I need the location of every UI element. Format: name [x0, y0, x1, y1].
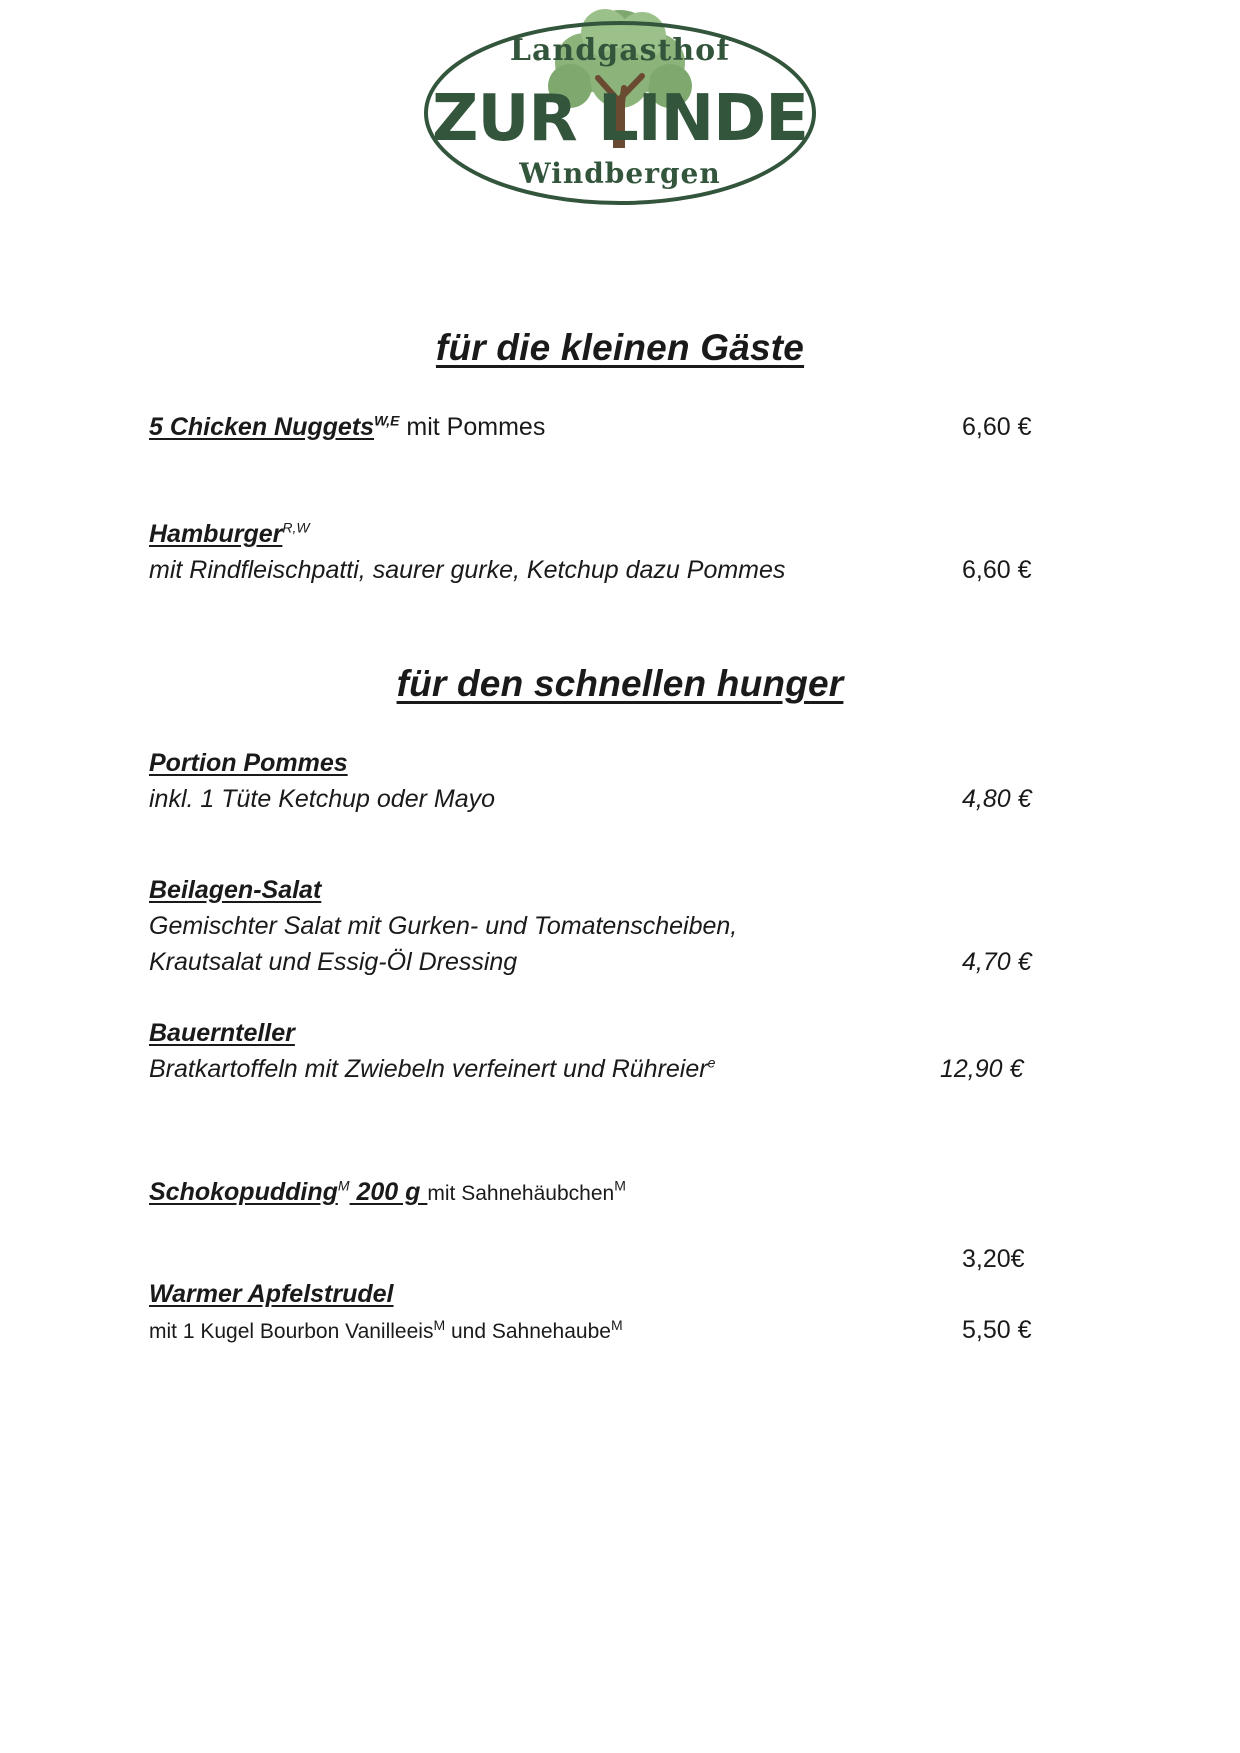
menu-item-hamburger	[149, 519, 310, 549]
item-description: inkl. 1 Tüte Ketchup oder Mayo	[149, 785, 496, 813]
menu-item-schokopudding	[149, 1177, 626, 1209]
allergen-codes: M	[337, 1177, 350, 1194]
item-price: 4,70 €	[962, 948, 1032, 976]
item-name: Hamburger	[149, 520, 283, 548]
item-description-text: mit 1 Kugel Bourbon Vanilleeis	[149, 1320, 434, 1343]
logo-top-text: Landgasthof	[509, 33, 731, 68]
item-name: Schokopudding	[149, 1178, 338, 1206]
menu-item-beilagen-salat	[149, 875, 321, 905]
allergen-codes: M	[433, 1317, 446, 1333]
logo-main-text: ZUR LINDE	[432, 82, 808, 156]
allergen-codes: M	[614, 1177, 626, 1194]
section-title-kids: für die kleinen Gäste	[435, 327, 805, 368]
item-price: 6,60 €	[962, 413, 1032, 441]
item-name: Beilagen-Salat	[149, 876, 322, 904]
item-name: Bauernteller	[149, 1019, 295, 1047]
item-name: 5 Chicken Nuggets	[149, 413, 375, 441]
item-name: Portion Pommes	[149, 749, 348, 777]
allergen-codes: e	[707, 1054, 716, 1071]
menu-item-warmer-apfelstrudel	[149, 1279, 394, 1309]
item-price: 3,20€	[962, 1245, 1025, 1273]
item-description: mit Rindfleischpatti, saurer gurke, Ketchup dazu Pommes	[149, 556, 786, 584]
allergen-codes: W,E	[374, 412, 400, 429]
menu-item-bauernteller	[149, 1018, 295, 1048]
allergen-codes: R,W	[282, 519, 310, 536]
item-portion: 200 g	[349, 1178, 428, 1206]
item-description-line-1: Gemischter Salat mit Gurken- und Tomatenscheiben,	[149, 912, 738, 940]
menu-item-portion-pommes	[149, 748, 348, 778]
item-price: 4,80 €	[962, 785, 1032, 813]
allergen-codes: M	[610, 1317, 623, 1333]
item-description-text: Bratkartoffeln mit Zwiebeln verfeinert und Rühreier	[149, 1055, 708, 1083]
item-name: Warmer Apfelstrudel	[149, 1280, 394, 1308]
landgasthof-zur-linde-logo	[420, 8, 820, 208]
item-price: 6,60 €	[962, 556, 1032, 584]
menu-item-chicken-nuggets	[149, 412, 545, 442]
item-description	[149, 1317, 623, 1347]
item-description-text-2: und Sahnehaube	[445, 1320, 611, 1343]
item-description-line-2: Krautsalat und Essig-Öl Dressing	[149, 948, 518, 976]
item-price: 12,90 €	[940, 1055, 1024, 1083]
item-suffix: mit Sahnehäubchen	[427, 1182, 615, 1205]
item-description	[149, 1054, 715, 1084]
item-suffix: mit Pommes	[399, 413, 546, 441]
item-price: 5,50 €	[962, 1316, 1032, 1344]
logo-bottom-text: Windbergen	[519, 157, 721, 190]
section-title-snacks: für den schnellen hunger	[396, 663, 844, 704]
